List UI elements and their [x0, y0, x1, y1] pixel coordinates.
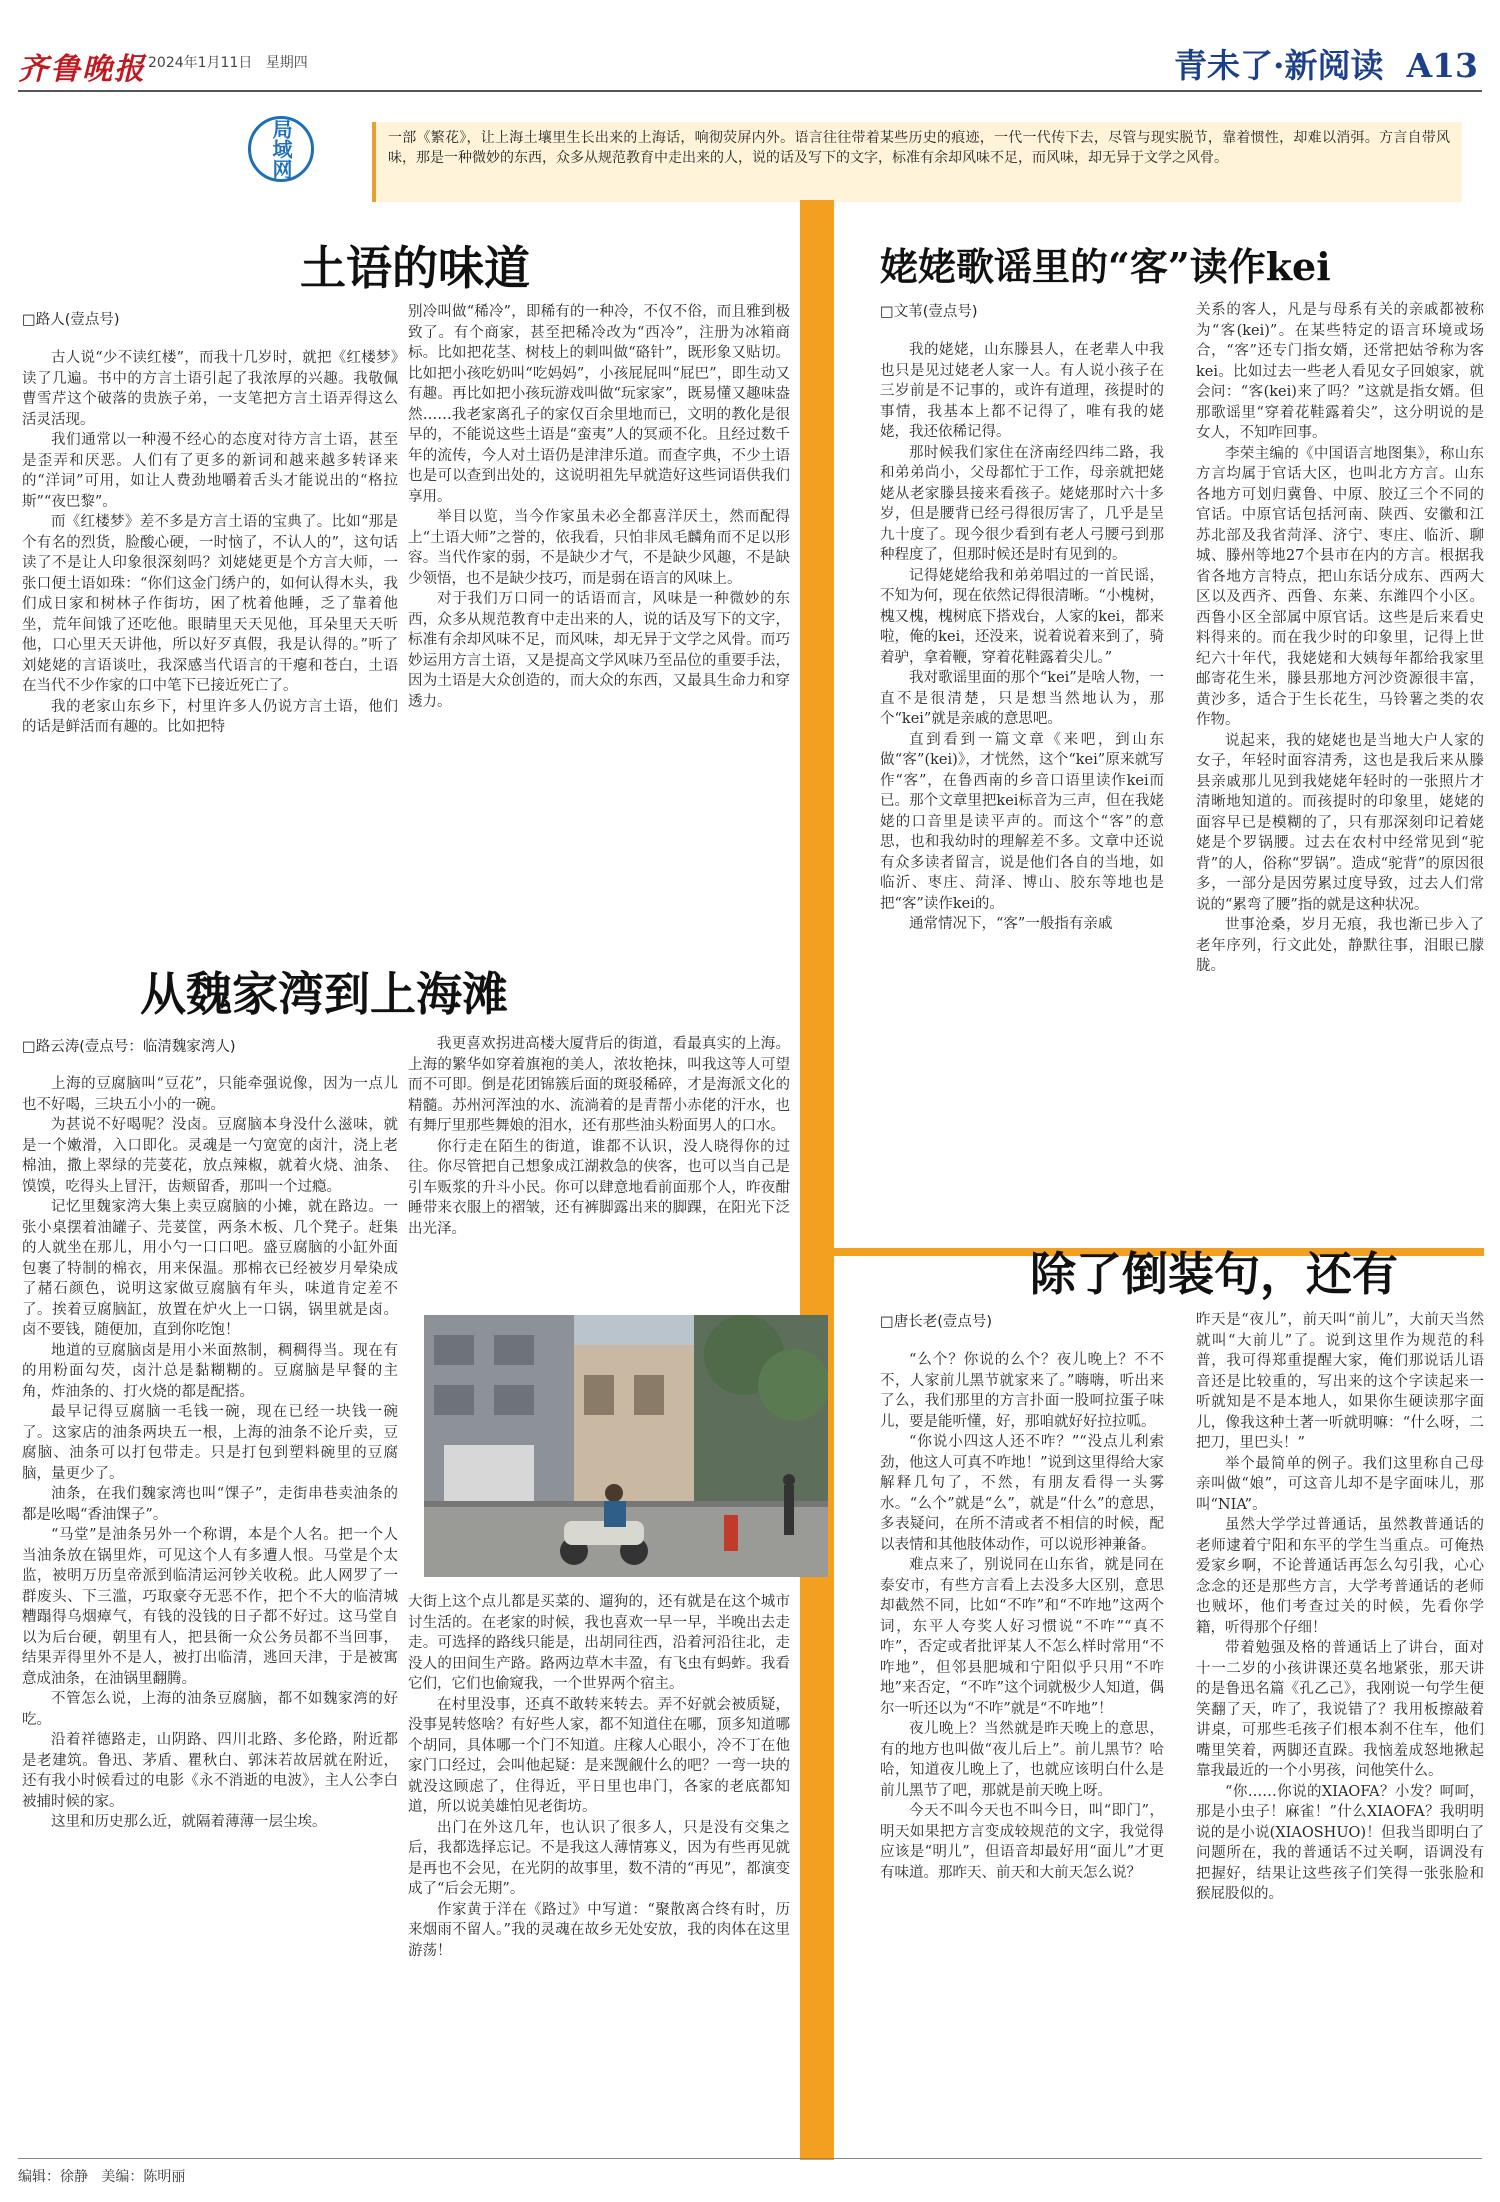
paragraph: “你……你说的XIAOFA？小发？呵呵，那是小虫子！麻雀！”什么XIAOFA？我明明说的是小说(XIAOSHUO)！但我当即明白了问题所在，我的普通话不过关啊，语调没有把握好，结果让这些孩子们笑得一张张脸和猴屁股似的。	[1196, 1783, 1484, 1902]
paragraph: 难点来了，别说同在山东省，就是同在泰安市，有些方言看上去没多大区别，意思却截然不同，比如“不咋”和“不咋地”这两个词，东平人夸奖人好习惯说“不咋”“真不咋”，否定或者批评某人不怎么样时常用“不咋地”，但邻县肥城和宁阳似乎只用“不咋地”来否定，“不咋”这个词就极少人知道，偶尔一听还以为“不咋”就是“不咋地”！	[880, 1557, 1164, 1717]
article-column	[408, 1034, 790, 1306]
paragraph: 为甚说不好喝呢？没卤。豆腐脑本身没什么滋味，就是一个嫩滑，入口即化。灵魂是一勺宽宽的卤汁，浇上老棉油，撒上翠绿的芫荽花，放点辣椒，就着火烧、油条、馍馍，吃得头上冒汗，齿颊留香，那叫一个过瘾。	[22, 1117, 398, 1195]
paragraph: 最早记得豆腐脑一毛钱一碗，现在已经一块钱一碗了。这家店的油条两块五一根，上海的油条不论斤卖，豆腐脑、油条可以打包带走。只是打包到塑料碗里的豆腐脑，量更少了。	[22, 1404, 398, 1482]
paragraph: 地道的豆腐脑卤是用小米面熬制，稠稠得当。现在有的用粉面勾芡，卤汁总是黏糊糊的。豆腐脑是早餐的主角，炸油条的、打火烧的都是配搭。	[22, 1342, 398, 1400]
paragraph: 关系的客人，凡是与母系有关的亲戚都被称为“客(kei)”。在某些特定的语言环境或场合，“客”还专门指女婿，还常把姑爷称为客kei。比如过去一些老人看见女子回娘家，就会问：“客(kei)来了吗？”这就是指女婿。但那歌谣里“穿着花鞋露着尖”，这分明说的是女人，不知咋回事。	[1196, 302, 1484, 441]
article-byline: □路云涛(壹点号：临清魏家湾人)	[22, 1039, 236, 1055]
article-column	[880, 1350, 1164, 2154]
paragraph: 夜儿晚上？当然就是昨天晚上的意思，有的地方也叫做“夜儿后上”。前儿黑节？哈哈，知道夜儿晚上了，也就应该明白什么是前儿黑节了吧，那就是前天晚上呀。	[880, 1721, 1164, 1799]
paragraph: 我更喜欢拐进高楼大厦背后的街道，看最真实的上海。上海的繁华如穿着旗袍的美人，浓妆艳抹，叫我这等人可望而不可即。倒是花团锦簇后面的斑驳稀碎，才是海派文化的精髓。苏州河浑浊的水、流淌着的是青帮小赤佬的汗水，也有舞厅里那些舞娘的泪水，还有那些油头粉面男人的口水。	[408, 1036, 790, 1134]
paragraph: “么个？你说的么个？夜儿晚上？不不不，人家前儿黑节就家来了。”嗨嗨，听出来了么，我们那里的方言扑面一股呵拉蛋子味儿，要是能听懂，好，那咱就好好拉拉呱。	[880, 1352, 1164, 1430]
paragraph: 我对歌谣里面的那个“kei”是啥人物，一直不是很清楚，只是想当然地认为，那个“kei”就是亲戚的意思吧。	[880, 670, 1164, 727]
paragraph: 沿着祥德路走，山阴路、四川北路、多伦路，附近都是老建筑。鲁迅、茅盾、瞿秋白、郭沫若故居就在附近，还有我小时候看过的电影《永不消逝的电波》，主人公李白被捕时候的家。	[22, 1732, 398, 1810]
paragraph: 举个最简单的例子。我们这里称自己母亲叫做“娘”，可这音儿却不是字面味儿，那叫“NIA”。	[1196, 1455, 1484, 1513]
article-column	[1196, 1310, 1484, 2154]
article-column	[408, 302, 790, 918]
center-divider-bar	[800, 200, 834, 2160]
paragraph: 这里和历史那么近，就隔着薄薄一层尘埃。	[51, 1814, 327, 1830]
article-byline: □路人(壹点号)	[22, 312, 120, 328]
newspaper-logo: 齐鲁晚报	[18, 52, 146, 87]
article-title: 土语的味道	[300, 241, 530, 295]
paragraph: 通常情况下，“客”一般指有亲戚	[909, 916, 1113, 932]
paragraph: “你说小四这人还不咋？”“没点儿利索劲，他这人可真不咋地！”说到这里得给大家解释几句了，不然，有朋友看得一头雾水。“么个”就是“么”，就是“什么”的意思，多表疑问，在所不清或者不相信的时候，配以表情和其他肢体动作，可以说形神兼备。	[880, 1434, 1164, 1553]
article-title: 从魏家湾到上海滩	[140, 967, 508, 1021]
paragraph: 昨天是“夜儿”，前天叫“前儿”，大前天当然就叫“大前儿”了。说到这里作为规范的科普，我可得郑重提醒大家，俺们那说话儿语音还是比较重的，写出来的这个字读起来一听就知是不是本地人，如果你生硬读那字面儿，像我这种土著一听就明嘛：“什么呀，二把刀，里巴头！”	[1196, 1312, 1484, 1451]
page-footer: 编辑：徐静 美编：陈明丽	[18, 2169, 186, 2185]
paragraph: 而《红楼梦》差不多是方言土语的宝典了。比如“那是个有名的烈货，脸酸心硬，一时恼了，不认人的”，这句话读了不是让人印象很深刻吗？刘姥姥更是个方言大师，一张口便土语如珠：“你们这金门绣户的，如何认得木头，我们成日家和树林子作街坊，困了枕着他睡，乏了靠着他坐，荒年间饿了还吃他。眼睛里天天见他，耳朵里天天听他，口心里天天讲他，所以好歹真假，我是认得的。”听了刘姥姥的言语谈吐，我深感当代语言的干瘪和苍白，土语在当代不少作家的口中笔下已接近死亡了。	[22, 514, 398, 694]
article-column	[22, 1074, 398, 2154]
paragraph: 我们通常以一种漫不经心的态度对待方言土语，甚至是歪弄和厌恶。人们有了更多的新词和越来越多转译来的“洋词”可用，如让人费劲地嚼着舌头才能说出的“格拉斯”“夜巴黎”。	[22, 432, 398, 510]
paragraph: 上海的豆腐脑叫“豆花”，只能牵强说像，因为一点儿也不好喝，三块五小小的一碗。	[22, 1076, 398, 1113]
paragraph: 那时候我们家住在济南经四纬二路，我和弟弟尚小，父母都忙于工作，母亲就把姥姥从老家滕县接来看孩子。姥姥那时六十多岁，但是腰背已经弓得很厉害了，几乎是呈九十度了。现今很少看到有老人弓腰弓到那种程度了，但那时候还是时有见到的。	[880, 444, 1164, 563]
paragraph: 虽然大学学过普通话，虽然教普通话的老师逮着宁阳和东平的学生当重点。可俺热爱家乡啊，不论普通话再怎么勾引我，心心念念的还是那些方言，大学考普通话的老师也贼坏，他们考查过关的时候，先看你学籍，听得那个仔细！	[1196, 1517, 1484, 1636]
street-photo	[424, 1315, 828, 1577]
article-byline: □唐长老(壹点号)	[880, 1314, 993, 1330]
footer-rule	[18, 2158, 1482, 2159]
paragraph: 油条，在我们魏家湾也叫“馃子”，走街串巷卖油条的都是吆喝“香油馃子”。	[22, 1486, 398, 1523]
paragraph: 出门在外这几年，也认识了很多人，只是没有交集之后，我都选择忘记。不是我这人薄情寡义，因为有些再见就是再也不会见，在光阴的故事里，数不清的“再见”，都演变成了“后会无期”。	[408, 1819, 790, 1897]
paragraph: 你行走在陌生的街道，谁都不认识，没人晓得你的过往。你尽管把自己想象成江湖救急的侠客，也可以当自己是引车贩浆的升斗小民。你可以肆意地看前面那个人，昨夜酣睡带来衣服上的褶皱，还有裤脚露出来的脚踝，在阳光下泛出光泽。	[408, 1138, 790, 1237]
column-badge: 局域网	[248, 116, 314, 182]
issue-date: 2024年1月11日 星期四	[148, 55, 308, 71]
paragraph: 直到看到一篇文章《来吧，到山东做“客”(kei)》，才恍然，这个“kei”原来就写作“客”，在鲁西南的乡音口语里读作kei而已。那个文章里把kei标音为三声，但在我姥姥的口音里是读平声的。而这个“客”的意思，也和我幼时的理解差不多。文章中还说有众多读者留言，说是他们各自的当地，如临沂、枣庄、菏泽、博山、胶东等地也是把“客”读作kei的。	[880, 731, 1164, 912]
paragraph: 说起来，我的姥姥也是当地大户人家的女子，年轻时面容清秀，这也是我后来从滕县亲戚那儿见到我姥姥年轻时的一张照片才清晰地知道的。而孩提时的印象里，姥姥的面容早已是模糊的了，只有那深刻印记着姥姥是个罗锅腰。过去在农村中经常见到“驼背”的人，俗称“罗锅”。造成“驼背”的原因很多，一部分是因劳累过度导致，过去人们常说的“累弯了腰”指的就是这种状况。	[1196, 732, 1484, 913]
paragraph: 作家黄于洋在《路过》中写道：“聚散离合终有时，历来烟雨不留人。”我的灵魂在故乡无处安放，我的肉体在这里游荡！	[408, 1901, 790, 1959]
header-rule	[18, 90, 1482, 92]
paragraph: 别冷叫做“稀冷”，即稀有的一种冷，不仅不俗，而且雅到极致了。有个商家，甚至把稀冷改为“西冷”，注册为冰箱商标。比如把花茎、树枝上的刺叫做“硌针”，既形象又贴切。比如把小孩吃奶叫“吃妈妈”，小孩屁屁叫“屁巴”，即生动又有趣。再比如把小孩玩游戏叫做“玩家家”，既易懂又趣味盎然……我老家离孔子的家仅百余里地而已，文明的教化是很早的，不能说这些土语是“蛮夷”人的冥顽不化。且经过数千年的流传，今人对土语仍是津津乐道。而查字典，不少土语也是可以查到出处的，这说明祖先早就造好这些词语供我们享用。	[408, 304, 790, 505]
paragraph: 记忆里魏家湾大集上卖豆腐脑的小摊，就在路边。一张小桌摆着油罐子、芫荽筐，两条木板、几个凳子。赶集的人就坐在那儿，用小勺一口口吧。盛豆腐脑的小缸外面包裹了特制的棉衣，用来保温。那棉衣已经被岁月晕染成了赭石颜色，说明这家做豆腐脑有年头，味道肯定差不了。挨着豆腐脑缸，放置在炉火上一口锅，锅里就是卤。卤不要钱，随便加，直到你吃饱！	[22, 1199, 398, 1338]
paragraph: 对于我们万口同一的话语而言，风味是一种微妙的东西，众多从规范教育中走出来的人，说的话及写下的文字，标准有余却风味不足，而风味，却无异于文学之风骨。而巧妙运用方言土语，又是提高文学风味乃至品位的重要手法，因为土语是大众创造的，而大众的东西，又最具生命力和穿透力。	[408, 591, 790, 710]
paragraph: 今天不叫今天也不叫今日，叫“即门”，明天如果把方言变成较规范的文字，我觉得应该是“明儿”，但语音却最好用“面儿”才更有味道。那昨天、前天和大前天怎么说？	[880, 1803, 1164, 1881]
paragraph: 不管怎么说，上海的油条豆腐脑，都不如魏家湾的好吃。	[22, 1691, 398, 1728]
paragraph: 举目以览，当今作家虽未必全都喜洋厌土，然而配得上“土语大师”之誉的，依我看，只怕非凤毛麟角而不足以形容。当代作家的弱，不是缺少才气，不是缺少风趣，不是缺少领悟，也不是缺少技巧，而是弱在语言的风味上。	[408, 509, 790, 587]
paragraph: 在村里没事，还真不敢转来转去。弄不好就会被质疑，没事晃转悠啥？有好些人家，都不知道住在哪，顶多知道哪个胡同，具体哪一个门不知道。庄稼人心眼小，冷不丁在他家门口经过，会叫他起疑：是来觊觎什么的吧？一弯一块的就没这顾虑了，住得近，平日里也串门，各家的老底都知道，所以说美雄怕见老街坊。	[408, 1696, 790, 1815]
section-header: 青未了·新阅读 A13	[1173, 46, 1478, 85]
paragraph: “马堂”是油条另外一个称谓，本是个人名。把一个人当油条放在锅里炸，可见这个人有多遭人恨。马堂是个太监，被明万历皇帝派到临清运河钞关收税。此人网罗了一群废头、下三滥，巧取豪夺无恶不作，把个不大的临清城糟蹋得乌烟瘴气，有钱的没钱的日子都不好过。这马堂自以为后台硬，朝里有人，把县衙一众公务员都不当回事，结果弄得里外不是人，被打出临清，逃回天津，于是被寓意成油条，在油锅里翻腾。	[22, 1527, 398, 1687]
article-byline: □文苇(壹点号)	[880, 304, 978, 320]
article-column	[408, 1592, 790, 2154]
paragraph: 带着勉强及格的普通话上了讲台，面对十一二岁的小孩讲课还莫名地紧张，那天讲的是鲁迅名篇《孔乙己》，我刚说一句学生便笑翻了天，咋了，我说错了？我用板擦敲着讲桌，可那些毛孩子们根本刹不住车，他们嘴里笑着，两脚还直跺。我恼羞成怒地揪起靠我最近的一个小男孩，问他笑什么。	[1196, 1640, 1484, 1779]
article-column	[22, 348, 398, 918]
paragraph: 大街上这个点儿都是买菜的、遛狗的，还有就是在这个城市讨生活的。在老家的时候，我也喜欢一早一早，半晚出去走走。可选择的路线只能是，出胡同往西，沿着河沿往北，走没人的田间生产路。路两边草木丰盈，有飞虫有蚂蚱。我看它们，它们也偷窥我，一个世界两个宿主。	[408, 1594, 790, 1692]
paragraph: 世事沧桑，岁月无痕，我也渐已步入了老年序列，行文此处，静默往事，泪眼已朦胧。	[1196, 917, 1484, 974]
article-title: 除了倒装句，还有	[1030, 1247, 1398, 1301]
article-column	[880, 340, 1164, 1232]
paragraph: 李荣主编的《中国语言地图集》，称山东方言均属于官话大区，也叫北方方言。山东各地方可划归冀鲁、中原、胶辽三个不同的官话。中原官话包括河南、陕西、安徽和江苏北部及我省菏泽、济宁、枣庄、临沂、聊城、滕州等地27个县市在内的方言。根据我省各地方言特点，把山东话分成东、西两大区以及西齐、西鲁、东莱、东潍四个小区。西鲁小区全部属中原官话。这些是后来看史料得来的。而在我少时的印象里，记得上世纪六十年代，我姥姥和大姨每年都给我家里邮寄花生米，滕县那地方河沙资源很丰富，黄沙多，适合于生长花生，马铃薯之类的农作物。	[1196, 445, 1484, 728]
paragraph: 记得姥姥给我和弟弟唱过的一首民谣，不知为何，现在依然记得很清晰。“小槐树，槐又槐，槐树底下搭戏台，人家的kei，都来啦，俺的kei，还没来，说着说着来到了，骑着驴，拿着鞭，穿着花鞋露着尖儿。”	[880, 567, 1164, 666]
article-title: 姥姥歌谣里的“客”读作kei	[880, 244, 1331, 289]
paragraph: 我的姥姥，山东滕县人，在老辈人中我也只是见过姥老人家一人。有人说小孩子在三岁前是不记事的，或许有道理，孩提时的事情，我基本上都不记得了，唯有我的姥姥，我还依稀记得。	[880, 342, 1164, 440]
lead-paragraph: 一部《繁花》，让上海土壤里生长出来的上海话，响彻荧屏内外。语言往往带着某些历史的痕迹，一代一代传下去，尽管与现实脱节，靠着惯性，却难以消弭。方言自带风味，那是一种微妙的东西，众多从规范教育中走出来的人，说的话及写下的文字，标准有余却风味不足，而风味，却无异于文学之风骨。	[372, 122, 1462, 202]
paragraph: 我的老家山东乡下，村里许多人仍说方言土语，他们的话是鲜活而有趣的。比如把特	[22, 698, 398, 735]
paragraph: 古人说“少不读红楼”，而我十几岁时，就把《红楼梦》读了几遍。书中的方言土语引起了我浓厚的兴趣。我敬佩曹雪芹这个破落的贵族子弟，一支笔把方言土语弄得这么活灵活现。	[22, 350, 398, 428]
article-column	[1196, 300, 1484, 1232]
